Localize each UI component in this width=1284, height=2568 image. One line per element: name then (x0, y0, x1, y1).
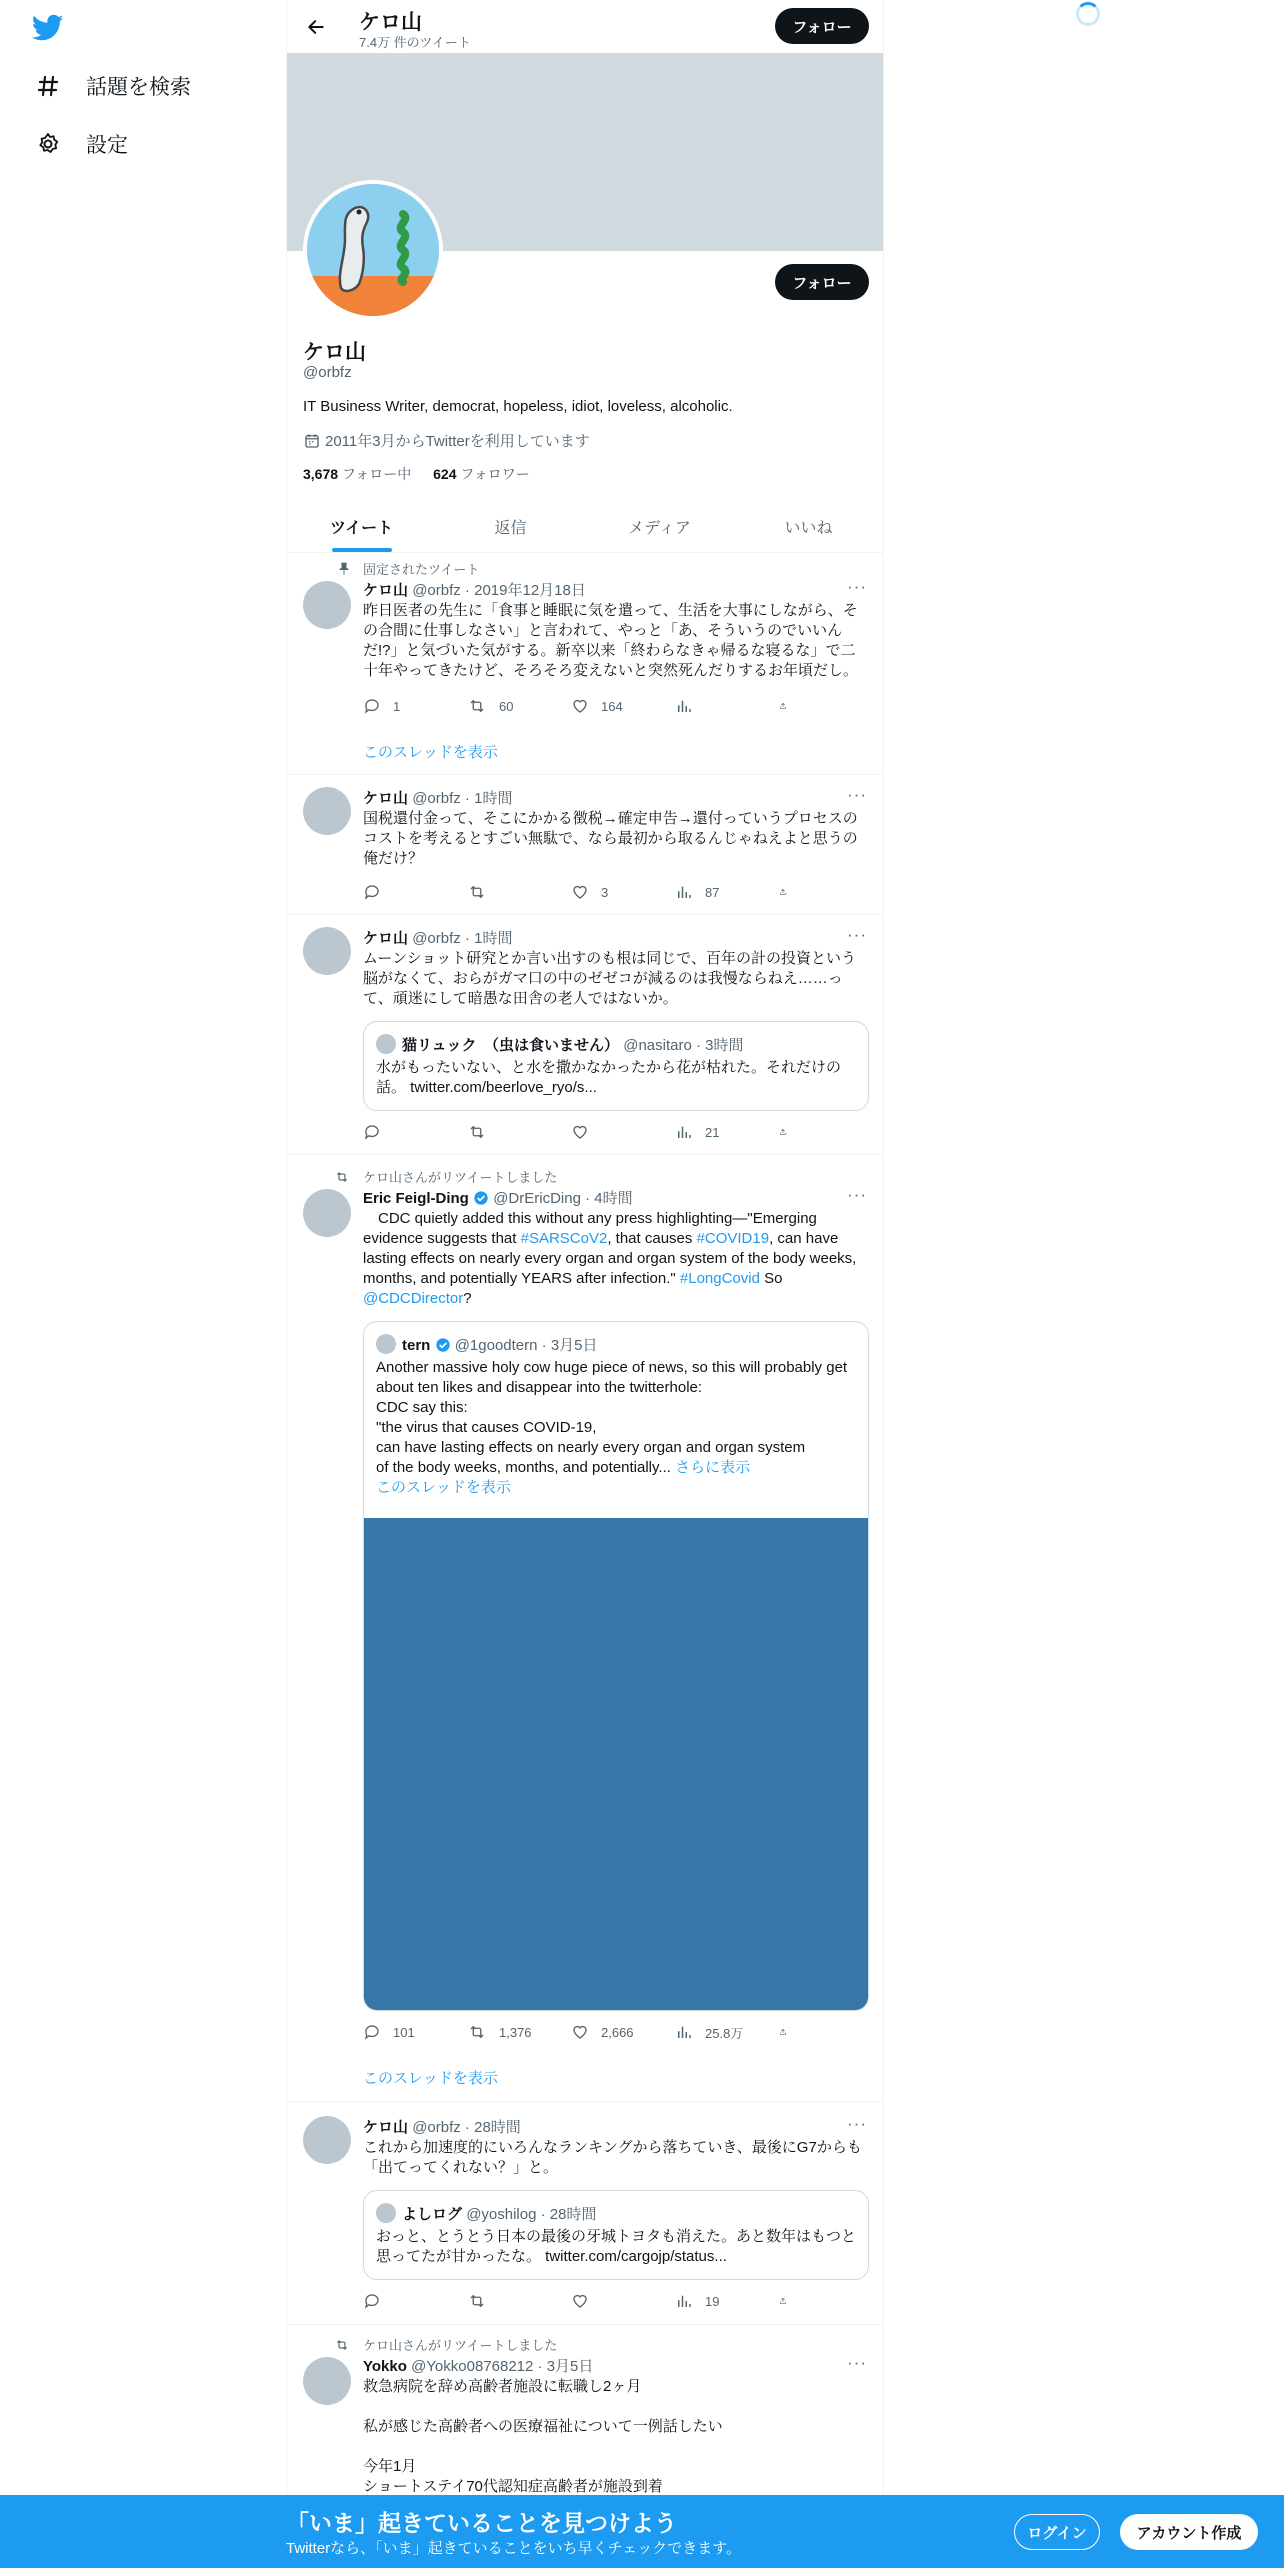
tweet-text: 国税還付金って、そこにかかる徴税→確定申告→還付っていうプロセスのコストを考えるとすごい無駄で、なら最初から取るんじゃねえよと思うの俺だけ？ (363, 810, 858, 867)
views-button[interactable]: 25.8万 (675, 2021, 779, 2043)
avatar[interactable] (303, 2357, 351, 2405)
show-thread-link[interactable]: このスレッドを表示 (363, 2070, 498, 2087)
more-options-icon[interactable]: ··· (847, 785, 867, 804)
views-button[interactable]: 21 (675, 1121, 779, 1143)
tweet[interactable] (287, 915, 883, 1155)
like-button[interactable] (571, 1121, 675, 1143)
share-icon (779, 883, 787, 901)
avatar[interactable] (376, 1034, 396, 1054)
reply-icon (363, 2023, 381, 2041)
analytics-icon (675, 2023, 693, 2041)
views-button[interactable] (675, 695, 779, 717)
analytics-icon (675, 2292, 693, 2310)
signup-button[interactable]: アカウント作成 (1120, 2514, 1258, 2550)
tab-replies[interactable]: 返信 (494, 519, 527, 537)
pin-icon (331, 561, 351, 577)
tweet-header: ケロ山 @orbfz · 1時間 (363, 790, 513, 807)
tweet-context: 固定されたツイート (363, 559, 479, 578)
profile-tabs (287, 500, 883, 553)
tab-likes[interactable]: いいね (784, 519, 833, 537)
more-options-icon[interactable]: ··· (847, 2353, 867, 2372)
loading-spinner-icon (1076, 2, 1100, 26)
tweet-text: 昨日医者の先生に「食事と睡眠に気を遣って、生活を大事にしながら、その合間に仕事しなさい」と言われて、やっと「あ、そういうのでいいんだ!?」と気づいた気がする。新卒以来「終わらなきゃ帰るな寝るな」で二十年やってきたけど、そろそろ変えないと突然死んだりするお年頃だし。 (363, 602, 859, 679)
retweet-icon (467, 883, 487, 901)
tweet-actions (363, 881, 803, 903)
profile-joined (303, 430, 590, 451)
like-button[interactable] (571, 2290, 675, 2312)
avatar[interactable] (376, 2203, 396, 2223)
show-thread-link[interactable]: このスレッドを表示 (363, 744, 498, 761)
avatar[interactable] (303, 927, 351, 975)
reply-button[interactable]: 101 (363, 2021, 467, 2043)
retweet-button[interactable] (467, 1121, 571, 1143)
retweet-icon (467, 697, 487, 715)
like-button[interactable]: 2,666 (571, 2021, 675, 2043)
profile-handle: @orbfz (303, 364, 352, 381)
verified-badge-icon (473, 1190, 489, 1206)
reply-icon (363, 883, 381, 901)
views-button[interactable]: 19 (675, 2290, 779, 2312)
tweet-actions (363, 695, 803, 717)
verified-badge-icon (435, 1337, 451, 1353)
quote-text: Another massive holy cow huge piece of news, so this will probably get about ten likes and disappear into the twitterhole: CDC say this: "the virus that causes COVID-19, can have lasting effects on nearly every organ and organ system of the body weeks, months, and potentially... さらに表示 このスレッドを表示 (376, 1359, 848, 1496)
heart-icon (571, 1123, 589, 1141)
share-icon (779, 2292, 787, 2310)
share-button[interactable] (779, 695, 799, 717)
reply-button[interactable] (363, 1121, 467, 1143)
profile-name: ケロ山 (303, 341, 366, 364)
tweet-actions (363, 2021, 803, 2043)
retweet-icon (467, 2292, 487, 2310)
reply-icon (363, 2292, 381, 2310)
more-options-icon[interactable]: ··· (847, 1185, 867, 1204)
nav-settings-label: 設定 (86, 134, 128, 157)
share-button[interactable] (779, 1121, 799, 1143)
share-button[interactable] (779, 2021, 799, 2043)
quote-tweet[interactable] (363, 2190, 869, 2280)
heart-icon (571, 883, 589, 901)
quote-media-image[interactable] (364, 1518, 869, 2011)
retweet-button[interactable]: 60 (467, 695, 571, 717)
share-button[interactable] (779, 2290, 799, 2312)
tweet-text: CDC quietly added this without any press highlighting—"Emerging evidence suggests that #SARSCoV2, that causes #COVID19, can have lasting effects on nearly every organ and organ system of the body weeks, months, and potentially YEARS after infection." #LongCovid So @CDCDirector? (363, 1210, 857, 1307)
nav-explore[interactable] (34, 66, 191, 106)
avatar[interactable] (303, 2116, 351, 2164)
nav-explore-label: 話題を検索 (86, 76, 191, 99)
share-icon (779, 1123, 787, 1141)
retweet-button[interactable]: 1,376 (467, 2021, 571, 2043)
profile-joined-text: 2011年3月からTwitterを利用しています (325, 433, 590, 450)
main-column (286, 0, 884, 2568)
signup-banner-subtitle: Twitterなら、「いま」起きていることをいち早くチェックできます。 (286, 2540, 742, 2557)
back-button[interactable] (299, 10, 333, 44)
profile-avatar[interactable] (303, 180, 443, 320)
tweet-header: ケロ山 @orbfz · 1時間 (363, 930, 513, 947)
analytics-icon (675, 883, 693, 901)
left-nav (0, 0, 286, 2568)
followers-link[interactable]: 624 フォロワー (433, 466, 530, 482)
tab-tweets[interactable]: ツイート (287, 500, 436, 552)
header-tweet-count: 7.4万 件のツイート (359, 35, 471, 50)
heart-icon (571, 2023, 589, 2041)
reply-button[interactable]: 1 (363, 695, 467, 717)
more-options-icon[interactable]: ··· (847, 577, 867, 596)
hashtag-link[interactable]: #SARSCoV2 (520, 1230, 608, 1247)
retweet-icon (467, 1123, 487, 1141)
show-more-link[interactable]: さらに表示 (675, 1459, 751, 1476)
twitter-logo-icon[interactable] (32, 14, 64, 42)
reply-button[interactable] (363, 2290, 467, 2312)
tweet-header: ケロ山 @orbfz · 28時間 (363, 2119, 521, 2136)
calendar-icon (303, 432, 321, 450)
quote-text: おっと、とうとう日本の最後の牙城トヨタも消えた。あと数年はもつと思ってたが甘かったな。 twitter.com/cargojp/status... (376, 2228, 857, 2265)
quote-tweet[interactable] (363, 1021, 869, 1111)
share-icon (779, 2023, 787, 2041)
avatar[interactable] (303, 1189, 351, 1237)
tweet-actions (363, 2290, 803, 2312)
retweet-icon (467, 2023, 487, 2041)
tab-media[interactable]: メディア (628, 519, 691, 537)
tweet[interactable] (287, 2102, 883, 2325)
profile-bio: IT Business Writer, democrat, hopeless, idiot, loveless, alcoholic. (303, 398, 733, 415)
header-title: ケロ山 (359, 11, 422, 34)
tweet-actions (363, 1121, 803, 1143)
quote-header: よしログ @yoshilog · 28時間 (402, 2206, 597, 2223)
heart-icon (571, 2292, 589, 2310)
quote-header: 猫リュック （虫は食いません） @nasitaro · 3時間 (402, 1037, 744, 1054)
avatar[interactable] (303, 787, 351, 835)
share-button[interactable] (779, 881, 799, 903)
more-options-icon[interactable]: ··· (847, 925, 867, 944)
reply-icon (363, 1123, 381, 1141)
reply-button[interactable] (363, 881, 467, 903)
tweet-pinned[interactable] (287, 553, 883, 775)
heart-icon (571, 697, 589, 715)
hashtag-icon (34, 72, 62, 100)
more-options-icon[interactable]: ··· (847, 2114, 867, 2133)
tweet-header: Yokko @Yokko08768212 · 3月5日 (363, 2358, 594, 2375)
quote-text: 水がもったいない、と水を撒かなかったから花が枯れた。それだけの話。 twitter.com/beerlove_ryo/s... (376, 1059, 842, 1096)
like-button[interactable]: 3 (571, 881, 675, 903)
signup-banner (0, 2495, 1284, 2568)
following-link[interactable]: 3,678 フォロー中 (303, 466, 412, 482)
nav-settings[interactable] (34, 124, 128, 164)
retweet-icon (331, 2337, 351, 2353)
retweet-button[interactable] (467, 2290, 571, 2312)
signup-banner-title: 「いま」起きていることを見つけよう (286, 2510, 677, 2536)
quote-tweet[interactable] (363, 1321, 869, 2011)
quote-header: tern @1goodtern · 3月5日 (402, 1337, 598, 1354)
avatar[interactable] (376, 1334, 396, 1354)
avatar[interactable] (303, 581, 351, 629)
like-button[interactable]: 164 (571, 695, 675, 717)
tweet-text: ムーンショット研究とか言い出すのも根は同じで、百年の計の投資という脳がなくて、おらがガマ口の中のゼゼコが減るのは我慢ならねえ……って、頑迷にして暗愚な田舎の老人ではないか。 (363, 950, 856, 1007)
views-button[interactable]: 87 (675, 881, 779, 903)
retweet-icon (331, 1169, 351, 1185)
hashtag-link[interactable]: #COVID19 (696, 1230, 770, 1247)
gear-icon (34, 130, 62, 158)
tweet-header: ケロ山 @orbfz · 2019年12月18日 (363, 582, 586, 599)
analytics-icon (675, 697, 693, 715)
tweet-context: ケロ山さんがリツイートしました (363, 1167, 557, 1186)
analytics-icon (675, 1123, 693, 1141)
profile-header-bar (287, 0, 883, 53)
reply-icon (363, 697, 381, 715)
login-button[interactable]: ログイン (1014, 2514, 1100, 2550)
show-thread-link[interactable]: このスレッドを表示 (376, 1479, 511, 1496)
profile-stats (303, 464, 530, 484)
mention-link[interactable]: @CDCDirector (363, 1290, 464, 1307)
retweet-button[interactable] (467, 881, 571, 903)
tweet-retweeted[interactable] (287, 1155, 883, 2102)
tweet-text: これから加速度的にいろんなランキングから落ちていき、最後にG7からも「出てってくれない？」と。 (363, 2139, 862, 2176)
arrow-left-icon (306, 17, 326, 37)
tweet-header: Eric Feigl-Ding @DrEricDing · 4時間 (363, 1190, 633, 1207)
header-follow-button[interactable]: フォロー (775, 8, 869, 44)
share-icon (779, 697, 787, 715)
hashtag-link[interactable]: #LongCovid (679, 1270, 760, 1287)
tweet-text: 救急病院を辞め高齢者施設に転職し2ヶ月 私が感じた高齢者への医療福祉について一例話したい 今年1月 ショートステイ70代認知症高齢者が施設到着 (363, 2378, 723, 2495)
tweet-context: ケロ山さんがリツイートしました (363, 2335, 557, 2354)
profile-follow-button[interactable]: フォロー (775, 264, 869, 300)
tweet[interactable] (287, 775, 883, 915)
